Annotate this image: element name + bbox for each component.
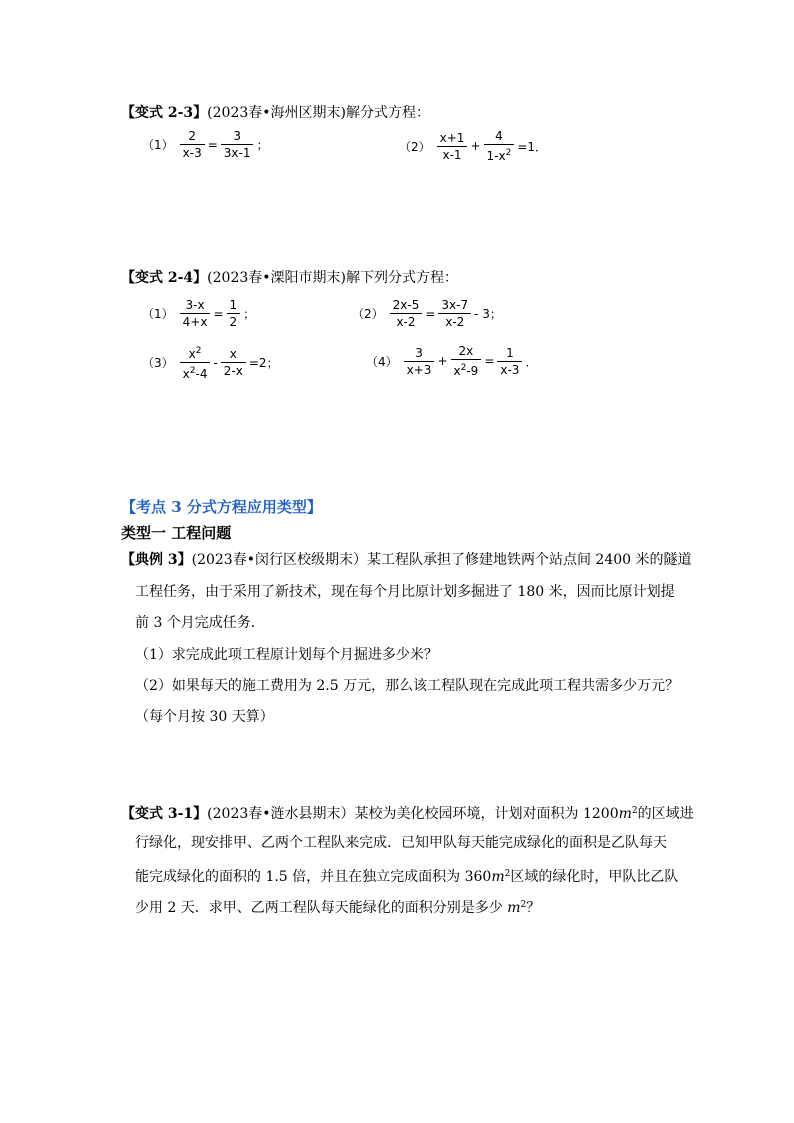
example-3-line-3: 前 3 个月完成任务．	[135, 615, 265, 631]
fraction: $\frac{x^2}{x^2-4}$	[180, 343, 211, 382]
fraction: $\frac{1}{x-3}$	[497, 345, 522, 378]
example-tag: 【典例 3】	[121, 552, 192, 568]
example-3-question-2: （2）如果每天的施工费用为 2.5 万元，那么该工程队现在完成此项工程共需多少万元？	[135, 678, 680, 694]
equation-2-4-4: （4） $\frac{3}{x+3}$ + $\frac{2x}{x^2-9}$ = $\frac{1}{x-3}$ ．	[366, 344, 538, 378]
variant-3-1-line-1: 【变式 3-1】(2023春•涟水县期末）某校为美化校园环境，计划对面积为 $1200m^2$的区域进	[121, 806, 694, 822]
fraction: $\frac{1}{2}$	[227, 297, 241, 330]
fraction: $\frac{x}{2-x}$	[221, 346, 246, 379]
variant-3-1-line-4: 少用 2 天．求甲、乙两工程队每天能绿化的面积分别是多少 $m^2$？	[135, 900, 541, 916]
example-3-question-1: （1）求完成此项工程原计划每个月掘进多少米？	[135, 647, 438, 663]
fraction: $\frac{4}{1-x^2}$	[484, 128, 515, 164]
source: (2023春•溧阳市期末)	[207, 270, 346, 286]
variant-3-1-line-2: 行绿化，现安排甲、乙两个工程队来完成．已知甲队每天能完成绿化的面积是乙队每天	[135, 835, 667, 851]
fraction: $\frac{3x-7}{x-2}$	[438, 297, 471, 330]
variant-2-3-header	[121, 103, 430, 123]
example-3-line-1: 【典例 3】(2023春•闵行区校级期末）某工程队承担了修建地铁两个站点间 2400 米的隧道	[121, 552, 692, 568]
section-heading: 【考点 3 分式方程应用类型】	[121, 498, 322, 516]
equation-2-4-1: （1） $\frac{3-x}{4+x}$ = $\frac{1}{2}$ ；	[142, 298, 256, 329]
fraction: $\frac{2x}{x^2-9}$	[451, 343, 482, 379]
variant-2-4-header	[121, 268, 458, 288]
variant-tag: 【变式 3-1】	[121, 806, 208, 822]
variant-tag: 【变式 2-4】	[121, 270, 208, 286]
fraction: $\frac{2x-5}{x-2}$	[390, 297, 423, 330]
fraction: $\frac{3}{3x-1}$	[221, 128, 254, 161]
fraction: $\frac{3-x}{4+x}$	[180, 297, 211, 330]
instruction: 解下列分式方程：	[345, 270, 458, 286]
fraction: $\frac{x+1}{x-1}$	[437, 130, 468, 163]
equation-2-3-2: （2） $\frac{x+1}{x-1}$ + $\frac{4}{1-x^2}$ =1．	[399, 129, 548, 163]
example-3-question-note: （每个月按 30 天算）	[135, 709, 274, 725]
equation-2-4-2: （2） $\frac{2x-5}{x-2}$ = $\frac{3x-7}{x-2}$ - 3；	[352, 298, 502, 329]
fraction: $\frac{2}{x-3}$	[180, 128, 205, 161]
equation-2-4-3: （3） $\frac{x^2}{x^2-4}$ - $\frac{x}{2-x}$ =2；	[142, 343, 280, 382]
fraction: $\frac{3}{x+3}$	[404, 345, 435, 378]
example-3-line-2: 工程任务，由于采用了新技术，现在每个月比原计划多掘进了 180 米，因而比原计划提	[135, 584, 675, 600]
subsection-heading: 类型一 工程问题	[121, 524, 232, 542]
source: (2023春•海州区期末)	[207, 105, 346, 121]
equation-2-3-1: （1） $\frac{2}{x-3}$ = $\frac{3}{3x-1}$ ；	[142, 129, 269, 160]
variant-tag: 【变式 2-3】	[121, 105, 208, 121]
instruction: 解分式方程：	[345, 105, 430, 121]
variant-3-1-line-3: 能完成绿化的面积的 1.5 倍，并且在独立完成面积为 $360m^2$区域的绿化时，甲队比乙队	[135, 869, 679, 885]
